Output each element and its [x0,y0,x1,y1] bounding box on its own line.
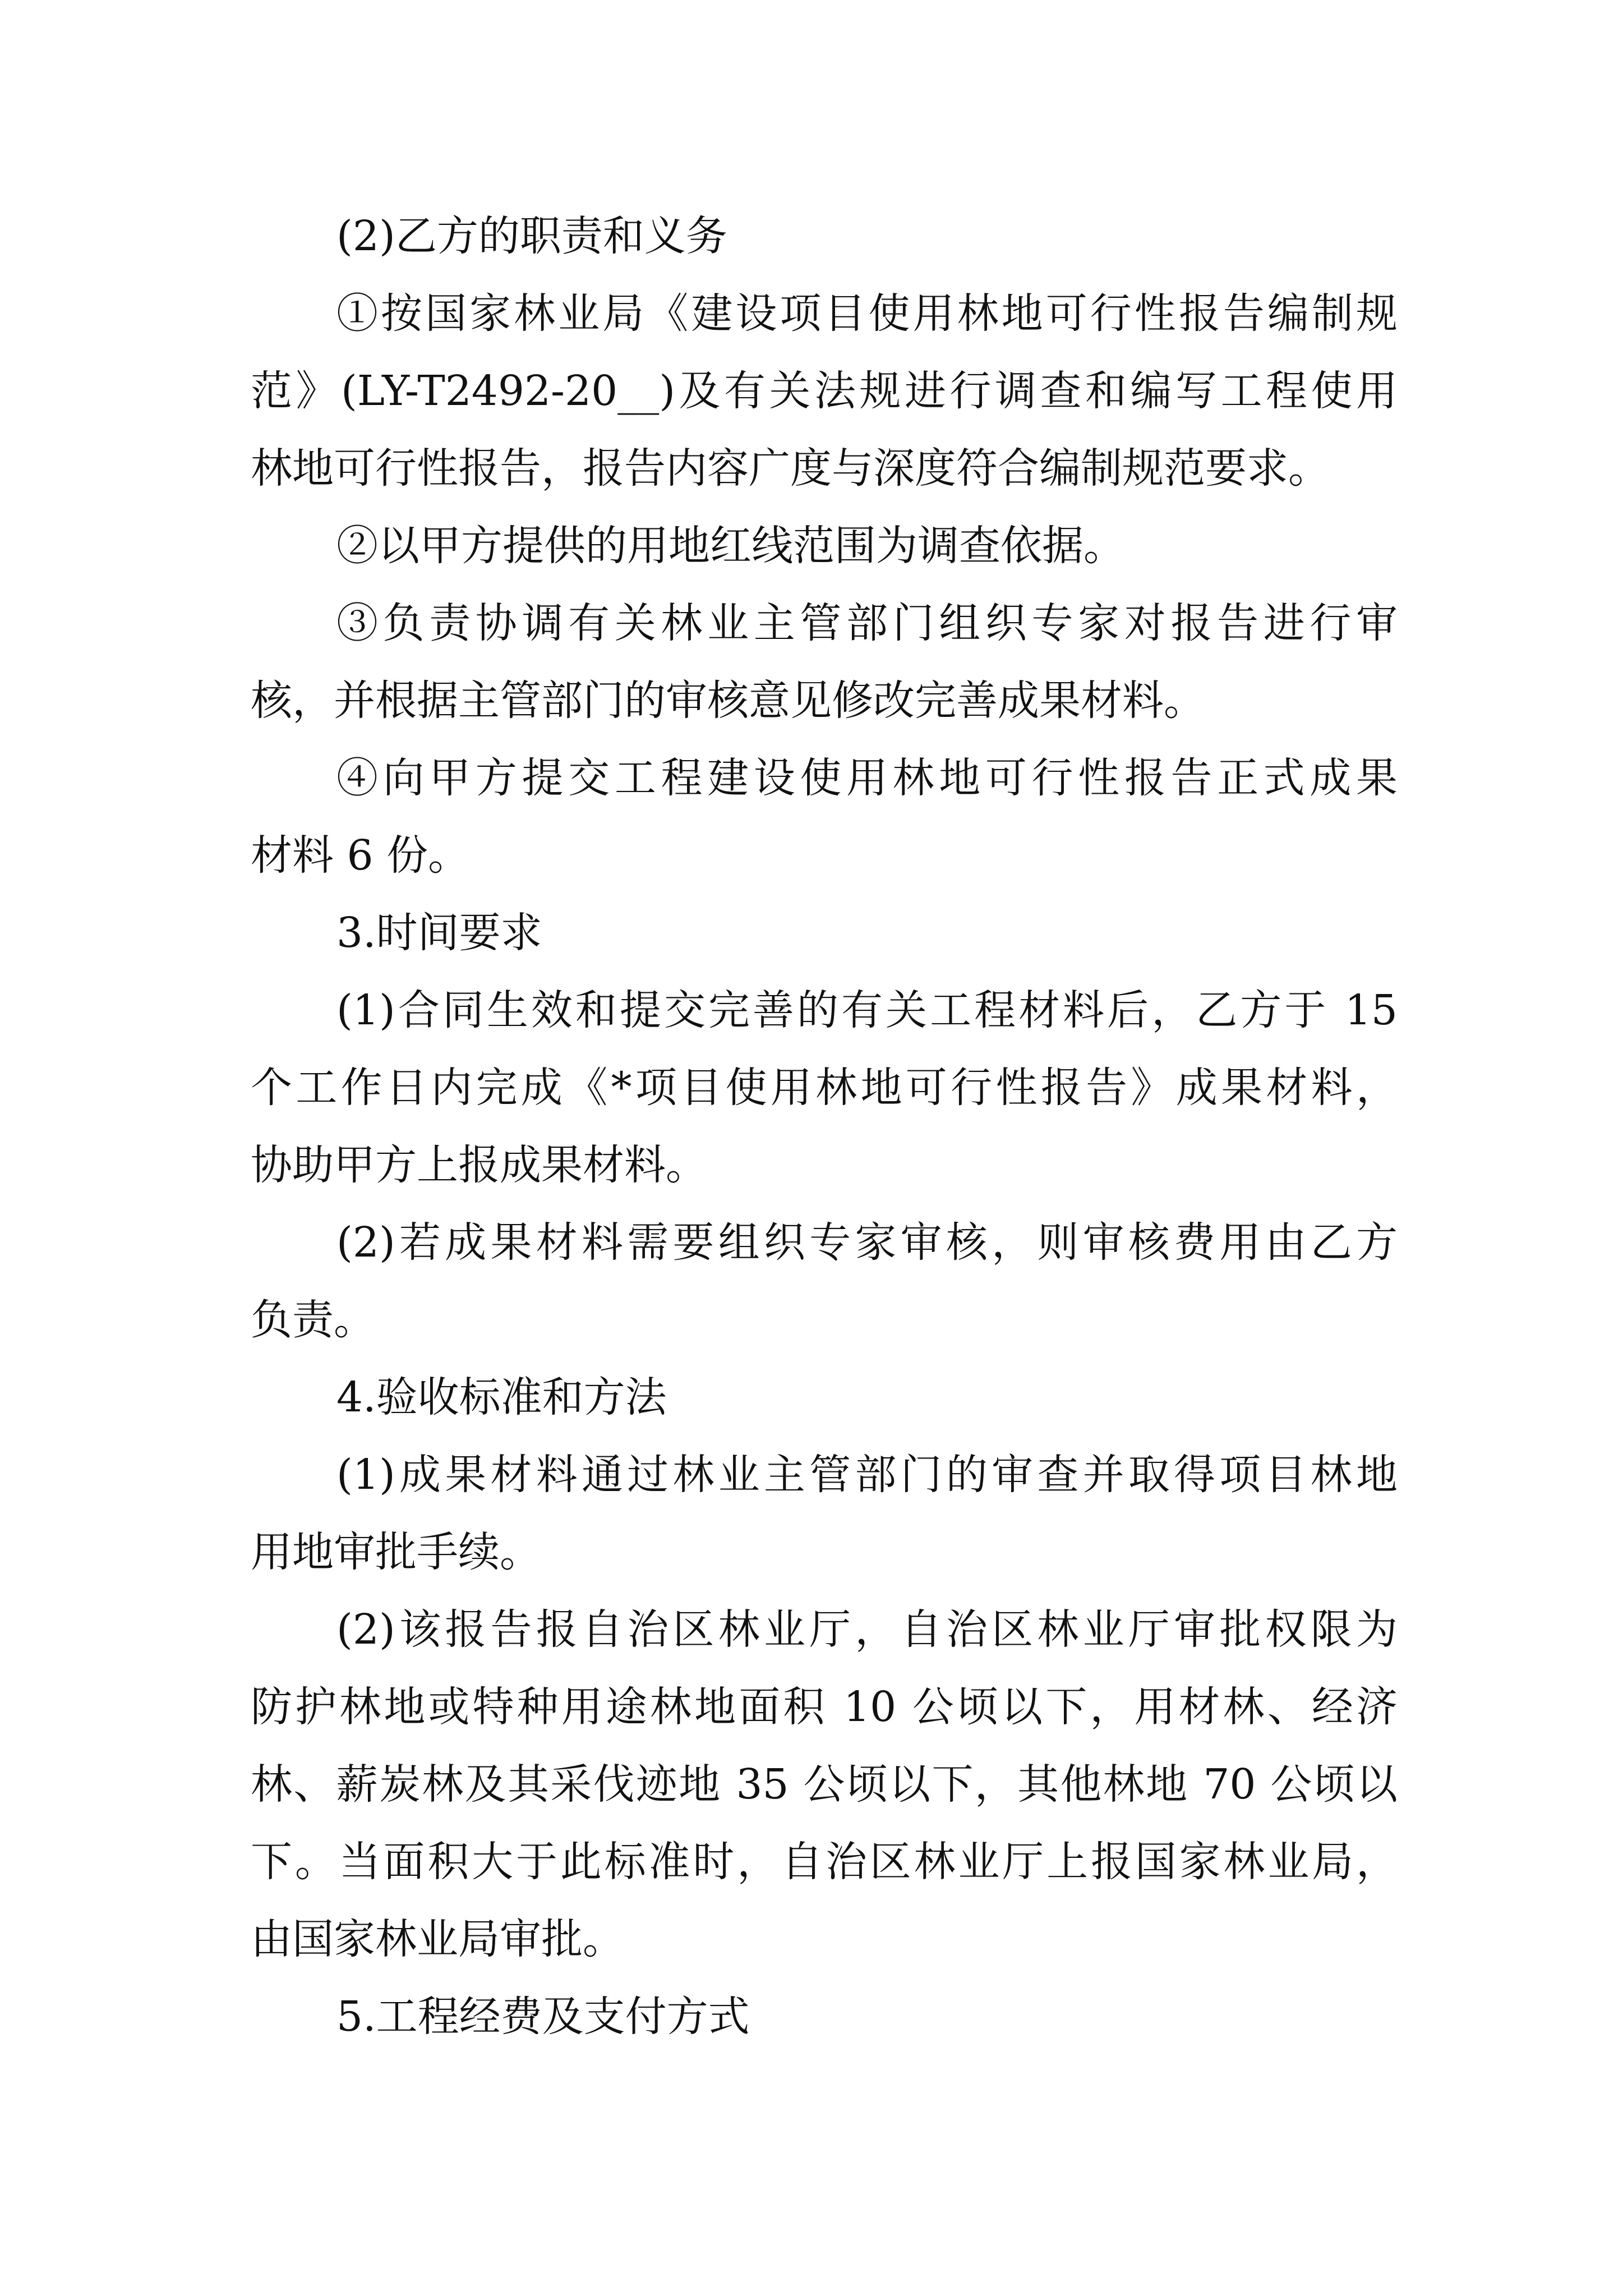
text-line: ③负责协调有关林业主管部门组织专家对报告进行审 [336,599,1398,647]
text-line: 材料 6 份。 [251,831,470,880]
text-line: 范》(LY-T2492-20__)及有关法规进行调查和编写工程使用 [251,367,1398,415]
text-line: 3.时间要求 [336,909,542,957]
section-heading-party-b-duties [251,197,1398,275]
section-heading-time-requirements [251,894,1398,972]
text-line: 核，并根据主管部门的审核意见修改完善成果材料。 [251,677,1205,725]
section-heading-acceptance [251,1359,1398,1436]
paragraph [251,585,1398,739]
text-line: (1)合同生效和提交完善的有关工程材料后，乙方于 15 [336,986,1398,1034]
text-line: (2)若成果材料需要组织专家审核，则审核费用由乙方 [336,1218,1398,1267]
paragraph [251,507,1398,585]
paragraph [251,1591,1398,1978]
paragraph [251,739,1398,894]
text-line: 协助甲方上报成果材料。 [251,1141,707,1189]
text-line: 林地可行性报告，报告内容广度与深度符合编制规范要求。 [251,444,1330,493]
text-line: (2)该报告报自治区林业厅，自治区林业厅审批权限为 [336,1605,1398,1654]
text-line: ②以甲方提供的用地红线范围为调查依据。 [336,522,1125,570]
text-line: 下。当面积大于此标准时，自治区林业厅上报国家林业局， [251,1838,1398,1886]
text-line: 个工作日内完成《*项目使用林地可行性报告》成果材料， [251,1064,1398,1112]
text-line: 4.验收标准和方法 [336,1373,667,1421]
paragraph [251,972,1398,1204]
section-heading-funding [251,1978,1398,2055]
paragraph [251,275,1398,507]
text-line: 由国家林业局审批。 [251,1915,624,1963]
paragraph [251,1204,1398,1359]
text-line: ④向甲方提交工程建设使用林地可行性报告正式成果 [336,754,1398,802]
text-line: 5.工程经费及支付方式 [336,1993,750,2041]
paragraph [251,1436,1398,1591]
text-line: 负责。 [251,1296,375,1344]
text-line: (2)乙方的职责和义务 [336,212,727,260]
text-line: (1)成果材料通过林业主管部门的审查并取得项目林地 [336,1451,1398,1499]
document-page [251,197,1398,2055]
text-line: 林、薪炭林及其采伐迹地 35 公顷以下，其他林地 70 公顷以 [251,1760,1398,1809]
text-line: ①按国家林业局《建设项目使用林地可行性报告编制规 [336,289,1398,338]
text-line: 用地审批手续。 [251,1528,541,1576]
text-line: 防护林地或特种用途林地面积 10 公顷以下，用材林、经济 [251,1683,1398,1731]
